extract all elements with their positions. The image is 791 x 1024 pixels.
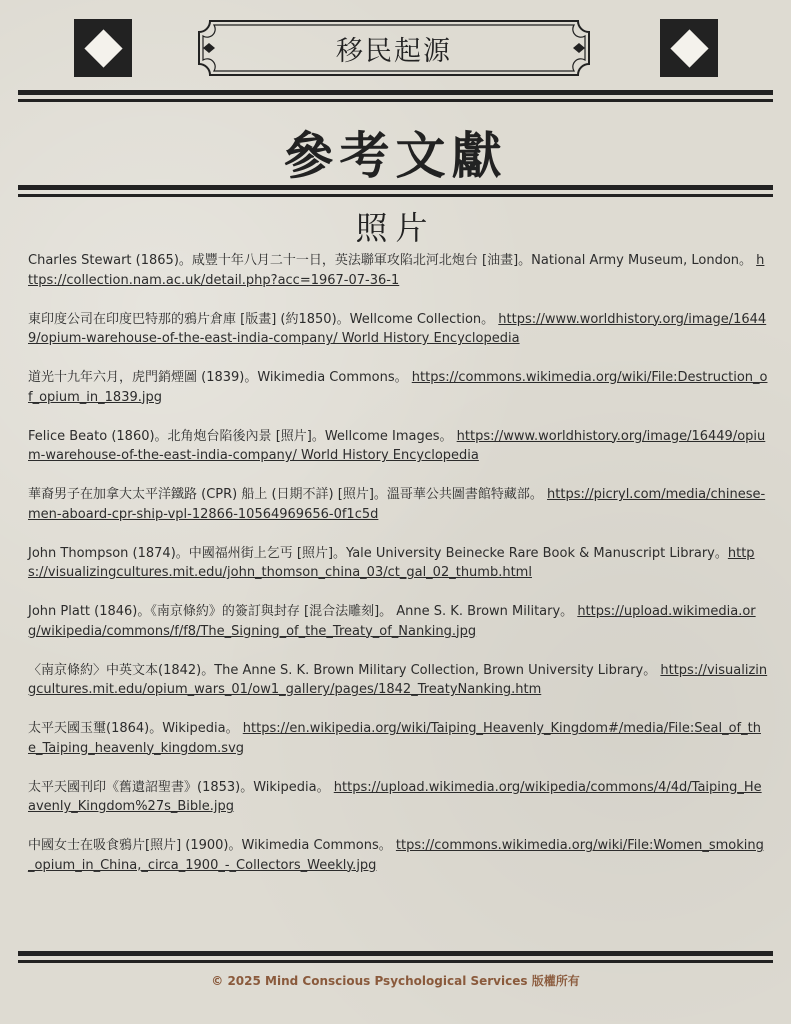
reference-link[interactable]: https://www.worldhistory.org/image/16449/opium-warehouse-of-the-east-india-company/ World History Encyclopedia <box>28 428 766 463</box>
divider <box>18 951 773 956</box>
reference-text: 太平天國刊印《舊遺詔聖書》(1853)。Wikipedia。 <box>28 779 334 795</box>
corner-ornament-right <box>660 19 718 77</box>
reference-link[interactable]: https://commons.wikimedia.org/wiki/File:Destruction_of_opium_in_1839.jpg <box>28 370 768 405</box>
divider <box>18 960 773 963</box>
reference-link[interactable]: https://visualizingcultures.mit.edu/john_thomson_china_03/ct_gal_02_thumb.html <box>28 545 755 580</box>
page-title: 參考文獻 <box>283 127 508 185</box>
reference-text: 〈南京條約〉中英文本(1842)。The Anne S. K. Brown Military Collection, Brown University Library。 <box>28 662 661 678</box>
reference-link[interactable]: ttps://commons.wikimedia.org/wiki/File:Women_smoking_opium_in_China,_circa_1900_-_Collectors_Weekly.jpg <box>28 838 764 873</box>
reference-text: 中國女士在吸食鴉片[照片] (1900)。Wikimedia Commons。 <box>28 838 396 853</box>
reference-text: 東印度公司在印度巴特那的鴉片倉庫 [版畫] (約1850)。Wellcome Collection。 <box>28 311 499 327</box>
corner-ornament-left <box>74 19 132 77</box>
reference-item <box>28 427 768 466</box>
reference-item <box>28 778 768 817</box>
reference-item <box>28 836 768 875</box>
reference-text: 道光十九年六月，虎門銷煙圖 (1839)。Wikimedia Commons。 <box>28 370 412 385</box>
banner-title: 移民起源 <box>336 35 452 67</box>
reference-item <box>28 719 768 758</box>
reference-text: 太平天國玉璽(1864)。Wikipedia。 <box>28 721 243 736</box>
reference-link[interactable]: https://visualizingcultures.mit.edu/opium_wars_01/ow1_gallery/pages/1842_TreatyNanking.htm <box>28 662 768 697</box>
reference-text: John Platt (1846)。《南京條約》的簽訂與封存 [混合法雕刻]。 Anne S. K. Brown Military。 <box>28 604 578 619</box>
reference-link[interactable]: https://picryl.com/media/chinese-men-aboard-cpr-ship-vpl-12866-10564969656-0f1c5d <box>28 487 766 522</box>
reference-item <box>28 544 768 583</box>
reference-link[interactable]: https://collection.nam.ac.uk/detail.php?acc=1967-07-36-1 <box>28 253 765 288</box>
reference-text: Charles Stewart (1865)。咸豐十年八月二十一日，英法聯軍攻陷北河北炮台 [油畫]。National Army Museum, London。 <box>28 253 757 268</box>
reference-link[interactable]: https://en.wikipedia.org/wiki/Taiping_Heavenly_Kingdom#/media/File:Seal_of_the_Taiping_heavenly_kingdom.svg <box>28 721 761 756</box>
reference-text: Felice Beato (1860)。北角炮台陷後內景 [照片]。Wellcome Images。 <box>28 428 457 444</box>
reference-list <box>28 251 768 895</box>
reference-item <box>28 485 768 524</box>
diamond-icon <box>84 29 122 67</box>
divider <box>18 194 773 197</box>
diamond-icon <box>670 29 708 67</box>
reference-item <box>28 602 768 641</box>
reference-link[interactable]: https://upload.wikimedia.org/wikipedia/commons/4/4d/Taiping_Heavenly_Kingdom%27s_Bible.jpg <box>28 779 762 814</box>
reference-item <box>28 661 768 700</box>
section-title: 照片 <box>355 209 436 247</box>
reference-link[interactable]: https://www.worldhistory.org/image/16449/opium-warehouse-of-the-east-india-company/ World History Encyclopedia <box>28 311 767 346</box>
divider <box>18 99 773 102</box>
reference-text: 華裔男子在加拿大太平洋鐵路 (CPR) 船上 (日期不詳) [照片]。溫哥華公共圖書館特藏部。 <box>28 487 548 502</box>
divider <box>18 185 773 190</box>
reference-item <box>28 368 768 407</box>
reference-link[interactable]: https://upload.wikimedia.org/wikipedia/commons/f/f8/The_Signing_of_the_Treaty_of_Nanking.jpg <box>28 604 756 639</box>
footer-copyright: © 2025 Mind Conscious Psychological Services 版權所有 <box>211 974 580 988</box>
reference-text: John Thompson (1874)。中國福州街上乞丐 [照片]。Yale University Beinecke Rare Book & Manuscript Library。 <box>28 545 728 561</box>
reference-item <box>28 251 768 290</box>
header-banner <box>196 18 592 78</box>
divider <box>18 90 773 95</box>
reference-item <box>28 310 768 349</box>
